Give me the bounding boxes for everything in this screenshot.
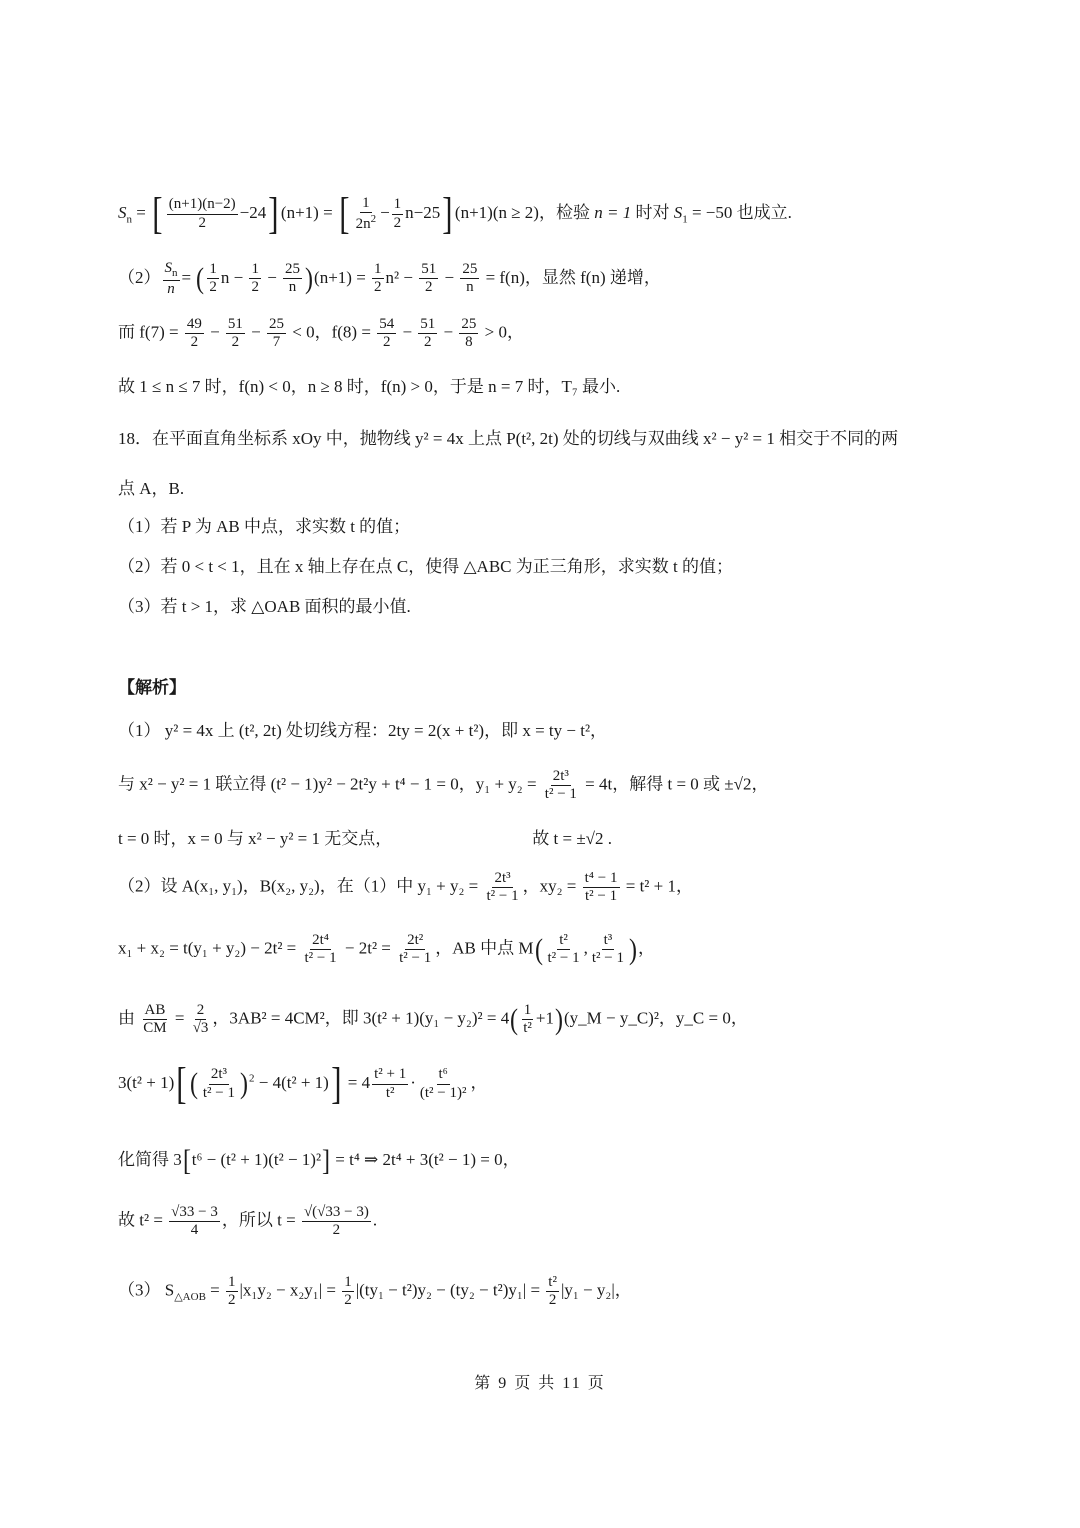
f7-f8-line: 而 f(7) = $\frac{49}{2}$ − $\frac{51}{2}$ − $\frac{25}{7}$ < 0，f(8) = $\frac{54}{2}$ − $\frac{51}{2}$ − $\frac{25}{8}$ > 0， — [118, 316, 524, 351]
solution-1-line-1: （1） y² = 4x 上 (t², 2t) 处切线方程：2ty = 2(x + t²)，即 x = ty − t²， — [118, 721, 608, 740]
solution-1-line-2: 与 x² − y² = 1 联立得 (t² − 1)y² − 2t²y + t⁴ − 1 = 0，y₁ + y₂ = $\frac{\text{2t³}}{\text{t² − 1}}$ = 4t，解得 t = 0 或 ±√2， — [118, 768, 769, 803]
conclusion-line: 故 1 ≤ n ≤ 7 时，f(n) < 0，n ≥ 8 时，f(n) > 0，于是 n = 7 时，T₇ 最小. — [118, 377, 621, 396]
solution-1-line-3: t = 0 时，x = 0 与 x² − y² = 1 无交点， 故 t = ±√2 . — [118, 829, 613, 848]
solution-2-line-3: 由 $\frac{AB}{CM}$ = $\frac{2}{√3}$ ，3AB² = 4CM²，即 3(t² + 1)(y₁ − y₂)² = 4( $\frac{1}{\text{t²}}$ +1)(y_M − y_C)²，y_C = 0， — [118, 1002, 748, 1037]
solution-2-line-6: 故 t² = $\frac{√33 - 3}{4}$ ，所以 t = $\frac{√(√33 - 3)}{2}$ . — [118, 1204, 378, 1239]
analysis-heading: 【解析】 — [118, 678, 186, 698]
solution-2-line-1: （2）设 A(x₁, y₁)，B(x₂, y₂)，在（1）中 y₁ + y₂ = $\frac{\text{2t³}}{\text{t² − 1}}$ ，xy₂ = $\frac{\text{t⁴ − 1}}{\text{t² − 1}}$ = t² + 1， — [118, 870, 693, 905]
question-18-line-1: 18．在平面直角坐标系 xOy 中，抛物线 y² = 4x 上点 P(t², 2t) 处的切线与双曲线 x² − y² = 1 相交于不同的两 — [118, 429, 899, 448]
sn-formula-line: $S_n$ = [ $\frac{(n+1)(n-2)}{2}$ −24] (n+1) = [ $\frac{1}{2n^2}$ − $\frac{1}{2}$ n−25] (n+1)(n ≥ 2)，检验 n = 1 时对 $S_1 = -50$ 也成立. — [118, 189, 792, 238]
page-footer: 第 9 页 共 11 页 — [474, 1375, 606, 1392]
solution-3-line-1: （3） $S_{\triangle AOB}$ = $\frac{1}{2}$ |x₁y₂ − x₂y₁| = $\frac{1}{2}$ |(ty₁ − t²)y₂ − (ty₂ − t²)y₁| = $\frac{\text{t²}}{2}$ |y₁ − y₂|， — [118, 1274, 632, 1309]
solution-2-line-5: 化简得 3[t⁶ − (t² + 1)(t² − 1)²] = t⁴ ⇒ 2t⁴ + 3(t² − 1) = 0， — [118, 1144, 520, 1177]
solution-2-line-4: 3(t² + 1)[ ( $\frac{\text{2t³}}{\text{t² − 1}}$ )$^2$ − 4(t² + 1)] = 4 $\frac{\text{t² + 1}}{\text{t²}}$ · $\frac{\text{t⁶}}{\text{(t² − 1)²}}$ ， — [118, 1059, 488, 1108]
question-18-line-2: 点 A，B. — [118, 479, 185, 498]
question-18-part-1: （1）若 P 为 AB 中点，求实数 t 的值； — [118, 517, 411, 536]
solution-2-line-2: x₁ + x₂ = t(y₁ + y₂) − 2t² = $\frac{\text{2t⁴}}{\text{t² − 1}}$ − 2t² = $\frac{\text{2t²}}{\text{t² − 1}}$ ，AB 中点 M( $\frac{\text{t²}}{\text{t² − 1}}$ , $\frac{\text{t³}}{\text{t² − 1}}$ )， — [118, 932, 655, 967]
question-18-part-3: （3）若 t > 1，求 △OAB 面积的最小值. — [118, 597, 411, 616]
sn-over-n-line: （2） $\frac{S_n}{n}$ = ( $\frac{1}{2}$ n − $\frac{1}{2}$ − $\frac{25}{n}$ )(n+1) = $\frac{1}{2}$ n² − $\frac{51}{2}$ − $\frac{25}{n}$ = f(n)，显然 f(n) 递增， — [118, 260, 661, 297]
question-18-part-2: （2）若 0 < t < 1，且在 x 轴上存在点 C，使得 △ABC 为正三角形，求实数 t 的值； — [118, 557, 733, 576]
